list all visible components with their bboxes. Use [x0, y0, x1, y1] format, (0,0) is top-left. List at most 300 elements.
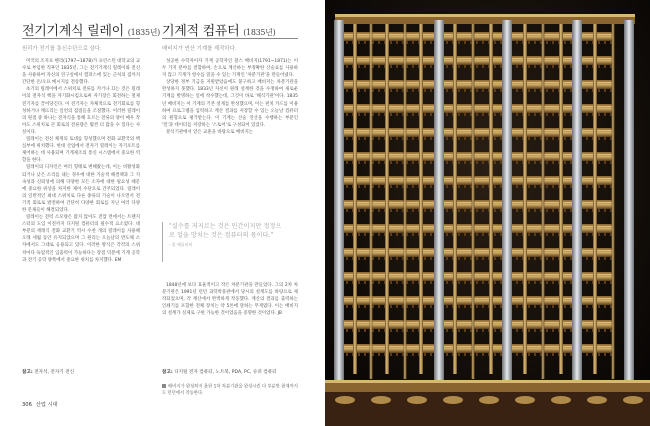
gear-tooth: [586, 41, 588, 44]
gear-tooth: [346, 209, 348, 212]
gear-tooth: [494, 185, 496, 188]
gear-tooth: [586, 113, 588, 116]
gear-tooth: [458, 257, 460, 260]
gear-tooth: [424, 257, 426, 260]
gear-tooth: [446, 113, 448, 116]
support-pillar: [502, 20, 512, 382]
gear-tooth: [476, 113, 478, 116]
section-name: 산업 시대: [35, 402, 58, 408]
gear-tooth: [500, 161, 502, 164]
sector-rod: [404, 24, 407, 379]
column-axle: [385, 24, 389, 374]
gear-tooth: [564, 137, 566, 140]
left-article-subtitle: 원리가 전기를 통신수단으로 삼다.: [22, 46, 102, 52]
gear-tooth: [396, 305, 398, 308]
gear-tooth: [604, 185, 606, 188]
gear-tooth: [564, 233, 566, 236]
gear-tooth: [604, 113, 606, 116]
gear-tooth: [446, 65, 448, 68]
gear-tooth: [516, 137, 518, 140]
gear-tooth: [476, 65, 478, 68]
sector-rod: [370, 24, 373, 379]
gear-tooth: [464, 89, 466, 92]
left-title-rule: [22, 38, 140, 39]
gear-tooth: [534, 161, 536, 164]
gear-tooth: [412, 305, 414, 308]
gear-tooth: [482, 41, 484, 44]
gear-tooth: [358, 305, 360, 308]
gear-tooth: [464, 329, 466, 332]
gear-tooth: [458, 41, 460, 44]
gear-tooth: [430, 329, 432, 332]
base-foot: [515, 396, 535, 404]
gear-tooth: [364, 65, 366, 68]
gear-tooth: [378, 209, 380, 212]
gear-tooth: [458, 185, 460, 188]
gear-tooth: [364, 41, 366, 44]
gear-tooth: [604, 233, 606, 236]
gear-tooth: [346, 137, 348, 140]
gear-tooth: [570, 233, 572, 236]
gear-tooth: [378, 161, 380, 164]
gear-tooth: [378, 65, 380, 68]
gear-tooth: [500, 233, 502, 236]
gear-tooth: [528, 137, 530, 140]
gear-tooth: [552, 137, 554, 140]
difference-engine-illustration: [325, 0, 650, 426]
gear-tooth: [430, 185, 432, 188]
gear-tooth: [378, 233, 380, 236]
gear-tooth: [458, 353, 460, 356]
gear-tooth: [534, 209, 536, 212]
gear-tooth: [396, 113, 398, 116]
gear-tooth: [528, 89, 530, 92]
gear-tooth: [346, 257, 348, 260]
gear-tooth: [358, 281, 360, 284]
gear-tooth: [424, 89, 426, 92]
gear-tooth: [528, 65, 530, 68]
gear-tooth: [378, 89, 380, 92]
gear-tooth: [534, 185, 536, 188]
gear-tooth: [546, 233, 548, 236]
gear-tooth: [358, 89, 360, 92]
gear-tooth: [424, 113, 426, 116]
gear-tooth: [458, 89, 460, 92]
gear-tooth: [604, 209, 606, 212]
top-plate-highlight: [335, 14, 635, 17]
gear-tooth: [528, 113, 530, 116]
gear-tooth: [494, 137, 496, 140]
gear-tooth: [604, 137, 606, 140]
paragraph: 상당한 정부 기금을 지원받았음에도 불구하고 배비지는 차분기관을 완성하지 못했다. 1833년 자신이 원래 설계한 것을 수정하여 새로운 기계를 발명하는 일에 착수했는데, 그것이 바로 '해석기관'이다. 1835년 배비지는 이 기계의 기본 설계를 완성했으며, 이는 펀치 카드를 이용하여 프로그램을 입력하고 계산 결과를 저장할 수 있는 오늘날 컴퓨터의 원형으로 평가받는다. 이 기계는 산술 연산을 수행하는 부분인 '밀'과 데이터를 저장하는 '스토어'로 구성되어 있었다.: [162, 80, 298, 128]
gear-tooth: [570, 65, 572, 68]
column-axle: [559, 24, 563, 374]
paragraph: 릴레이는 전신 체계의 토대를 형성했으며 전화 교환국의 핵심부에 위치했다. 현대 산업에서 전자기 릴레이는 자기포트를 제어하는 데 사용되며 기계제조의 통신 시스템에서 중요한 역할을 한다.: [22, 137, 140, 164]
gear-tooth: [570, 113, 572, 116]
gear-tooth: [446, 137, 448, 140]
gear-tooth: [446, 161, 448, 164]
gear-tooth: [500, 41, 502, 44]
gear-tooth: [358, 185, 360, 188]
photo-caption: 배비지가 완성하지 못한 1차 차분기관을 완성시킨 다 부분만 현재까지도 런던에서 작동한다.: [162, 384, 298, 396]
gear-tooth: [598, 257, 600, 260]
gear-tooth: [552, 233, 554, 236]
gear-tooth: [476, 161, 478, 164]
gear-tooth: [424, 161, 426, 164]
gear-tooth: [534, 329, 536, 332]
gear-tooth: [390, 161, 392, 164]
gear-tooth: [598, 65, 600, 68]
gear-tooth: [570, 281, 572, 284]
gear-tooth: [378, 185, 380, 188]
gear-tooth: [598, 161, 600, 164]
gear-tooth: [396, 137, 398, 140]
sector-rod: [542, 24, 545, 379]
gear-tooth: [412, 209, 414, 212]
gear-tooth: [552, 353, 554, 356]
gear-tooth: [476, 89, 478, 92]
gear-tooth: [482, 113, 484, 116]
gear-tooth: [552, 329, 554, 332]
gear-tooth: [346, 89, 348, 92]
left-article-title: 전기기계식 릴레이 (1835년): [22, 24, 160, 39]
base-foot: [407, 396, 427, 404]
gear-tooth: [464, 209, 466, 212]
gear-tooth: [482, 353, 484, 356]
gear-tooth: [494, 281, 496, 284]
gear-tooth: [396, 161, 398, 164]
gear-tooth: [586, 305, 588, 308]
gear-tooth: [482, 161, 484, 164]
gear-tooth: [494, 305, 496, 308]
gear-tooth: [430, 89, 432, 92]
gear-tooth: [482, 65, 484, 68]
gear-tooth: [570, 185, 572, 188]
gear-tooth: [570, 161, 572, 164]
gear-tooth: [586, 161, 588, 164]
base-foot: [551, 396, 571, 404]
gear-tooth: [500, 329, 502, 332]
gear-tooth: [378, 353, 380, 356]
gear-tooth: [500, 89, 502, 92]
gear-tooth: [412, 329, 414, 332]
gear-tooth: [396, 209, 398, 212]
gear-tooth: [604, 329, 606, 332]
gear-tooth: [464, 305, 466, 308]
gear-tooth: [346, 41, 348, 44]
gear-tooth: [424, 185, 426, 188]
gear-tooth: [358, 161, 360, 164]
gear-tooth: [482, 137, 484, 140]
support-pillar: [334, 20, 344, 382]
gear-tooth: [396, 329, 398, 332]
right-article-body: [162, 58, 298, 136]
gear-tooth: [424, 209, 426, 212]
gear-tooth: [546, 185, 548, 188]
gear-tooth: [564, 257, 566, 260]
gear-tooth: [458, 161, 460, 164]
gear-tooth: [412, 89, 414, 92]
gear-tooth: [346, 329, 348, 332]
gear-tooth: [598, 329, 600, 332]
gear-tooth: [430, 233, 432, 236]
gear-tooth: [546, 281, 548, 284]
quote-bar: [162, 222, 163, 262]
gear-tooth: [476, 329, 478, 332]
gear-tooth: [430, 41, 432, 44]
gear-tooth: [586, 137, 588, 140]
base-foot: [443, 396, 463, 404]
gear-tooth: [516, 257, 518, 260]
gear-tooth: [424, 137, 426, 140]
page-number: 306: [22, 402, 32, 408]
gear-tooth: [528, 233, 530, 236]
gear-tooth: [364, 353, 366, 356]
gear-tooth: [500, 113, 502, 116]
gear-tooth: [482, 305, 484, 308]
gear-tooth: [494, 41, 496, 44]
gear-tooth: [564, 41, 566, 44]
gear-tooth: [396, 281, 398, 284]
gear-tooth: [378, 305, 380, 308]
gear-tooth: [464, 233, 466, 236]
gear-tooth: [430, 305, 432, 308]
gear-tooth: [604, 353, 606, 356]
gear-tooth: [364, 137, 366, 140]
paragraph: 릴레이는 전력 소모량은 많지 않아도 전압 면에서는 트랜지스터의 도입 이전까지 디지털 컴퓨터의 필수적 요소였다. 대부분의 재래식 전화 교환기 역시 수천 개의 릴레이를 사용해 오래 세월 동안 유지되었으며 그 원리는 오늘날의 반도체 소자에서도 그대로 응용되고 있다. 이러한 방식은 각각의 스위치마다 독립적인 입출력이 가능하다는 장점 덕분에 기계 공학과 전기 공학 양쪽에서 중요한 위치를 차지했다. EM: [22, 215, 140, 263]
caption-marker-icon: [162, 384, 166, 388]
gear-tooth: [528, 161, 530, 164]
gear-tooth: [346, 185, 348, 188]
gear-tooth: [358, 137, 360, 140]
gear-tooth: [546, 65, 548, 68]
difference-engine-photo: [325, 0, 650, 426]
gear-tooth: [464, 41, 466, 44]
gear-tooth: [528, 353, 530, 356]
gear-tooth: [586, 329, 588, 332]
gear-tooth: [390, 305, 392, 308]
gear-tooth: [446, 209, 448, 212]
gear-tooth: [396, 257, 398, 260]
gear-tooth: [494, 209, 496, 212]
gear-tooth: [476, 209, 478, 212]
gear-tooth: [516, 113, 518, 116]
base-foot: [623, 396, 643, 404]
gear-tooth: [412, 185, 414, 188]
gear-tooth: [464, 161, 466, 164]
sector-rod: [472, 24, 475, 379]
gear-tooth: [552, 185, 554, 188]
column-axle: [593, 24, 597, 374]
gear-tooth: [534, 137, 536, 140]
gear-tooth: [500, 257, 502, 260]
gear-tooth: [412, 113, 414, 116]
gear-tooth: [528, 257, 530, 260]
gear-tooth: [430, 161, 432, 164]
gear-tooth: [396, 185, 398, 188]
gear-tooth: [358, 209, 360, 212]
gear-tooth: [564, 161, 566, 164]
gear-tooth: [570, 209, 572, 212]
column-axle: [453, 24, 457, 374]
gear-tooth: [604, 281, 606, 284]
gear-tooth: [516, 161, 518, 164]
gear-tooth: [564, 209, 566, 212]
gear-tooth: [358, 329, 360, 332]
gear-tooth: [364, 185, 366, 188]
gear-tooth: [458, 233, 460, 236]
gear-tooth: [500, 209, 502, 212]
gear-tooth: [482, 209, 484, 212]
gear-tooth: [390, 257, 392, 260]
gear-tooth: [604, 89, 606, 92]
column-axle: [419, 24, 423, 374]
gear-tooth: [516, 65, 518, 68]
gear-tooth: [476, 41, 478, 44]
gear-tooth: [424, 353, 426, 356]
gear-tooth: [482, 257, 484, 260]
gear-tooth: [500, 281, 502, 284]
gear-tooth: [586, 233, 588, 236]
gear-tooth: [586, 353, 588, 356]
gear-tooth: [516, 233, 518, 236]
gear-tooth: [390, 65, 392, 68]
gear-tooth: [390, 137, 392, 140]
gear-tooth: [516, 329, 518, 332]
gear-tooth: [494, 353, 496, 356]
gear-tooth: [534, 89, 536, 92]
gear-tooth: [378, 329, 380, 332]
gear-tooth: [564, 185, 566, 188]
support-pillar: [434, 20, 444, 382]
gear-tooth: [430, 353, 432, 356]
gear-tooth: [364, 257, 366, 260]
pull-quote: [162, 222, 286, 248]
gear-tooth: [564, 329, 566, 332]
gear-tooth: [604, 41, 606, 44]
gear-tooth: [390, 185, 392, 188]
gear-tooth: [546, 89, 548, 92]
gear-tooth: [364, 161, 366, 164]
gear-tooth: [528, 41, 530, 44]
gear-tooth: [446, 89, 448, 92]
gear-tooth: [528, 281, 530, 284]
right-article-subtitle: 배비지가 연산 기계를 제작하다.: [162, 46, 237, 52]
gear-tooth: [464, 257, 466, 260]
gear-tooth: [424, 65, 426, 68]
gear-tooth: [528, 305, 530, 308]
gear-tooth: [378, 113, 380, 116]
gear-tooth: [476, 137, 478, 140]
gear-tooth: [546, 329, 548, 332]
paragraph: 릴레이의 디자인은 여러 형태로 변해왔는데, 이는 비활성화 되거나 낮은 소리를 내는 경우에 대한 기술적 해결책과 그 지속성과 신뢰성에 의해 다양한 모든 소자에 대한 필요성 때문에 중요한 위상을 차지한 제어 수단으로 간주되었다. 릴레이의 일반적인 최대 스위치로 다른 종류의 기술이 나오면서 전기적 회로로 발전하여 간단히 다양한 회로를 지닌 여러 다양한 문제들이 해결되었다.: [22, 165, 140, 213]
gear-tooth: [458, 305, 460, 308]
paragraph: 초기의 릴레이에서 스위치로 전류를 켜거나 끄는 것은 릴레이의 전자석 핵을 자기화시킴으로써 자기장은 회전하는 철제 전기자를 끌어당긴다. 이 전기자는 자체적으로 전기회로를 형성하거나 깨뜨리는 일련의 접점들을 조절했다. 이러한 릴레이의 원점 중 하나는 전자식을 통해 흐르는 전류의 양이 매우 작아도 스위치로 큰 회로의 전류량은 훨씬 더 많을 수 있다는 사실이다.: [22, 87, 140, 135]
gear-tooth: [390, 209, 392, 212]
gear-tooth: [528, 209, 530, 212]
gear-tooth: [464, 185, 466, 188]
gear-tooth: [570, 137, 572, 140]
gear-tooth: [378, 257, 380, 260]
gear-tooth: [464, 65, 466, 68]
gear-tooth: [586, 281, 588, 284]
gear-tooth: [430, 137, 432, 140]
gear-tooth: [430, 281, 432, 284]
gear-tooth: [390, 329, 392, 332]
gear-tooth: [570, 41, 572, 44]
gear-tooth: [516, 209, 518, 212]
gear-tooth: [552, 65, 554, 68]
left-reference: 참고: 전자석, 전자기 전신: [22, 370, 75, 375]
gear-tooth: [396, 233, 398, 236]
gear-tooth: [534, 257, 536, 260]
gear-tooth: [598, 353, 600, 356]
gear-tooth: [570, 329, 572, 332]
gear-tooth: [570, 305, 572, 308]
quote-text: "실수를 저지르는 것은 인간이지만 정정으로 얼을 망치는 것은 컴퓨터의 몫이다.": [169, 223, 282, 239]
gear-tooth: [546, 257, 548, 260]
gear-tooth: [412, 281, 414, 284]
gear-tooth: [358, 353, 360, 356]
gear-tooth: [494, 89, 496, 92]
left-article-body: [22, 58, 140, 264]
gear-tooth: [358, 233, 360, 236]
gear-tooth: [598, 209, 600, 212]
gear-tooth: [364, 305, 366, 308]
gear-tooth: [604, 65, 606, 68]
gear-tooth: [412, 257, 414, 260]
gear-tooth: [476, 233, 478, 236]
gear-tooth: [476, 305, 478, 308]
column-axle: [523, 24, 527, 374]
gear-tooth: [458, 209, 460, 212]
gear-tooth: [570, 353, 572, 356]
right-reference: 참고: 디지털 전자 컴퓨터, 노트북, PDA, PC, 슈퍼 컴퓨터: [162, 370, 277, 375]
paragraph: 1848년에 보다 효율적이고 작은 차분기관을 만들었다. 그의 2차 차분기관은 1991년 런던 과학박물관에서 당시의 설계도를 바탕으로 제작되었으며, 각 계산에서 완벽하게 작동했다. 계산의 결과를 출력하는 인쇄기를 포함한 전체 장치는 약 5톤에 달하는 무게였다. 이는 배비지의 설계가 실제로 구현 가능한 것이었음을 증명한 것이었다. JB: [162, 283, 298, 317]
gear-tooth: [598, 41, 600, 44]
gear-tooth: [564, 305, 566, 308]
gear-tooth: [546, 113, 548, 116]
gear-tooth: [534, 113, 536, 116]
gear-tooth: [412, 41, 414, 44]
gear-tooth: [390, 89, 392, 92]
gear-tooth: [476, 257, 478, 260]
gear-tooth: [424, 233, 426, 236]
gear-tooth: [586, 185, 588, 188]
gear-tooth: [598, 281, 600, 284]
base-highlight: [325, 380, 650, 383]
gear-tooth: [552, 257, 554, 260]
support-pillar: [624, 20, 634, 382]
gear-tooth: [482, 233, 484, 236]
gear-tooth: [586, 209, 588, 212]
gear-tooth: [424, 281, 426, 284]
gear-tooth: [364, 329, 366, 332]
gear-tooth: [546, 353, 548, 356]
gear-tooth: [564, 281, 566, 284]
gear-tooth: [570, 257, 572, 260]
gear-tooth: [430, 113, 432, 116]
gear-tooth: [494, 65, 496, 68]
gear-tooth: [424, 41, 426, 44]
gear-tooth: [364, 281, 366, 284]
gear-tooth: [534, 233, 536, 236]
gear-tooth: [534, 281, 536, 284]
gear-tooth: [500, 305, 502, 308]
gear-tooth: [446, 305, 448, 308]
gear-tooth: [552, 281, 554, 284]
gear-tooth: [598, 113, 600, 116]
